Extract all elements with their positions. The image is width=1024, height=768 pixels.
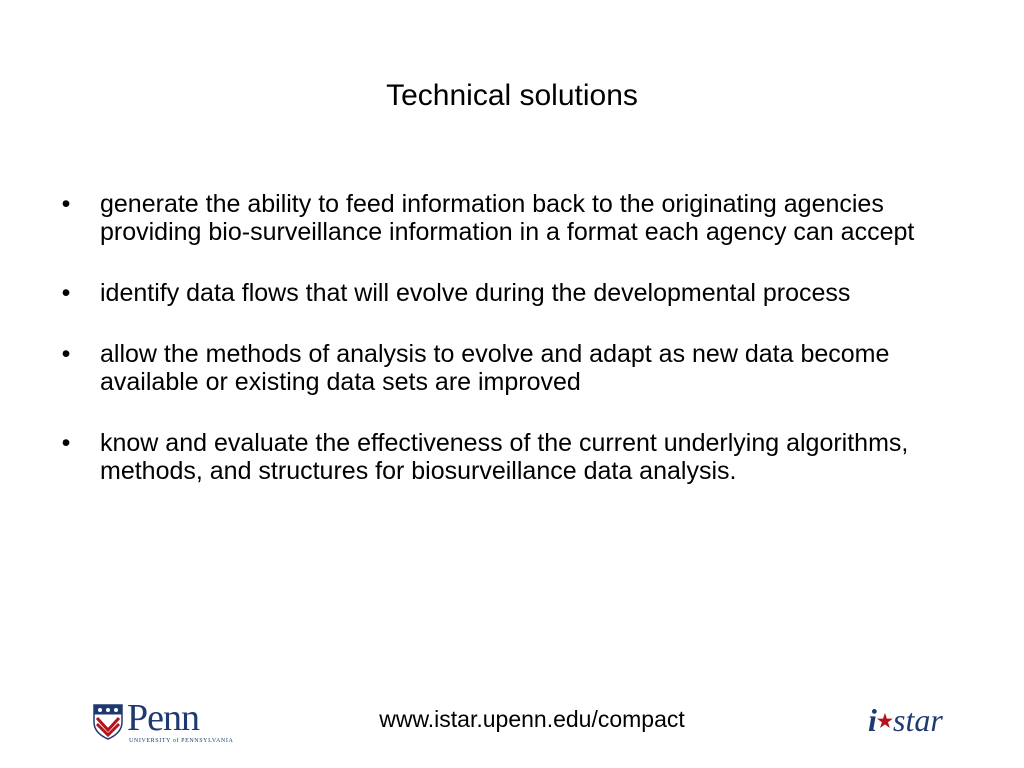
bullet-item bbox=[56, 190, 976, 246]
bullet-text: identify data flows that will evolve during the developmental process bbox=[100, 279, 851, 307]
bullet-list bbox=[56, 190, 976, 518]
footer-url: www.istar.upenn.edu/compact bbox=[379, 706, 685, 732]
bullet-text: generate the ability to feed information back to the originating agencies providing bio-surveillance information in a format each agency can accept bbox=[100, 190, 915, 246]
slide-title: Technical solutions bbox=[386, 79, 638, 112]
bullet-symbol: • bbox=[61, 340, 71, 368]
bullet-item bbox=[56, 340, 976, 396]
bullet-symbol: • bbox=[61, 279, 71, 307]
istar-prefix: i bbox=[868, 702, 877, 738]
bullet-item bbox=[56, 429, 976, 485]
bullet-symbol: • bbox=[61, 190, 71, 218]
istar-logo bbox=[868, 702, 978, 738]
bullet-item bbox=[56, 279, 976, 307]
slide-footer bbox=[0, 690, 1024, 750]
bullet-text: allow the methods of analysis to evolve and adapt as new data become available or existing data sets are improved bbox=[100, 340, 890, 396]
istar-wordmark: star bbox=[893, 702, 943, 738]
penn-wordmark: Penn bbox=[127, 697, 199, 739]
star-icon: ★ bbox=[876, 711, 894, 731]
bullet-text: know and evaluate the effectiveness of the current underlying algorithms, methods, and structures for biosurveillance data analysis. bbox=[100, 429, 909, 485]
bullet-symbol: • bbox=[61, 429, 71, 457]
penn-subtitle: UNIVERSITY of PENNSYLVANIA bbox=[129, 738, 234, 744]
